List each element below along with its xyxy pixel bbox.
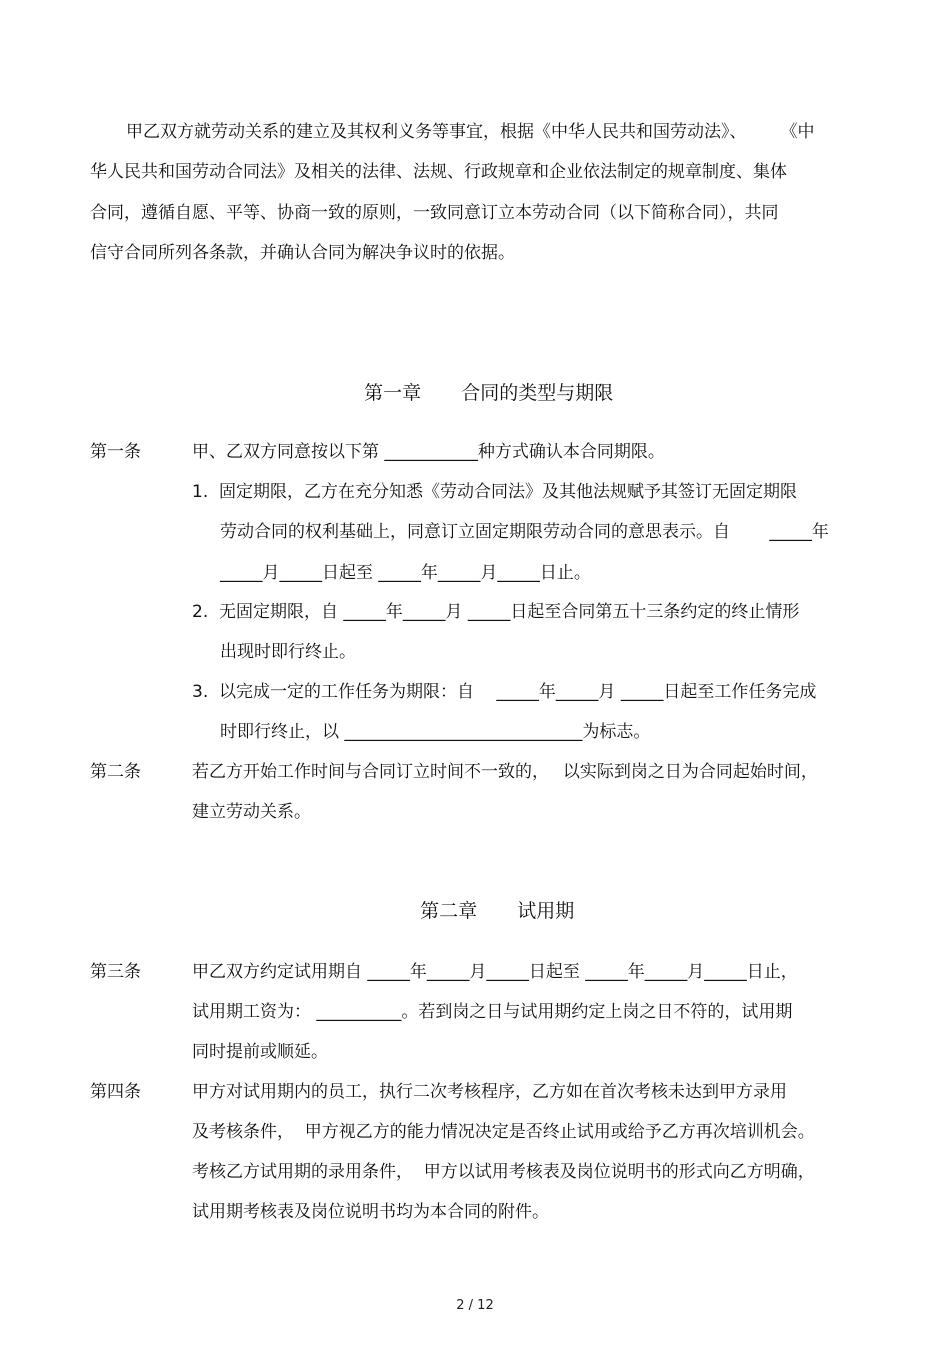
list-item: 2. 无固定期限，自 _____年_____月 _____日起至合同第五十三条约定的终止情形 bbox=[192, 602, 800, 622]
list-item-line: _____月_____日起至 _____年_____月_____日止。 bbox=[220, 563, 591, 583]
article-line: 若乙方开始工作时间与合同订立时间不一致的， 以实际到岗之日为合同起始时间， bbox=[192, 762, 818, 782]
intro-line: 信守合同所列各条款，并确认合同为解决争议时的依据。 bbox=[90, 243, 515, 263]
chapter-title: 试用期 bbox=[517, 900, 575, 922]
article-line: 考核乙方试用期的录用条件， 甲方以试用考核表及岗位说明书的形式向乙方明确， bbox=[192, 1162, 815, 1182]
chapter-heading bbox=[396, 878, 574, 944]
chapter-heading bbox=[340, 360, 613, 426]
article-line: 及考核条件， 甲方视乙方的能力情况决定是否终止试用或给予乙方再次培训机会。 bbox=[192, 1122, 815, 1142]
intro-line: 华人民共和国劳动合同法》及相关的法律、法规、行政规章和企业依法制定的规章制度、集体 bbox=[90, 162, 787, 182]
intro-line: 甲乙双方就劳动关系的建立及其权利义务等事宜，根据《中华人民共和国劳动法》、 《中 bbox=[126, 122, 815, 142]
article-line: 试用期考核表及岗位说明书均为本合同的附件。 bbox=[192, 1202, 549, 1222]
article-label: 第一条 bbox=[90, 442, 141, 462]
article-line: 甲乙双方约定试用期自 _____年_____月_____日起至 _____年_____月_____日止， bbox=[192, 962, 798, 982]
list-item-line: 劳动合同的权利基础上，同意订立固定期限劳动合同的意思表示。自 _____年 bbox=[220, 522, 829, 542]
list-item: 3. 以完成一定的工作任务为期限：自 _____年_____月 _____日起至工作任务完成 bbox=[192, 682, 817, 702]
article-label: 第四条 bbox=[90, 1082, 141, 1102]
list-item-line: 时即行终止，以 ____________________________为标志。 bbox=[220, 722, 651, 742]
chapter-number: 第二章 bbox=[420, 900, 478, 922]
intro-line: 合同，遵循自愿、平等、协商一致的原则，一致同意订立本劳动合同（以下简称合同），共同 bbox=[90, 203, 779, 223]
chapter-title: 合同的类型与期限 bbox=[461, 382, 614, 404]
page-number: 2 / 12 bbox=[456, 1298, 494, 1313]
article-label: 第二条 bbox=[90, 762, 141, 782]
list-item-line: 出现时即行终止。 bbox=[220, 642, 356, 662]
article-line: 同时提前或顺延。 bbox=[192, 1042, 328, 1062]
article-label: 第三条 bbox=[90, 962, 141, 982]
article-line: 甲方对试用期内的员工，执行二次考核程序，乙方如在首次考核未达到甲方录用 bbox=[192, 1082, 787, 1102]
list-item: 1. 固定期限，乙方在充分知悉《劳动合同法》及其他法规赋予其签订无固定期限 bbox=[192, 482, 798, 502]
article-line: 试用期工资为： __________。若到岗之日与试用期约定上岗之日不符的，试用期 bbox=[192, 1002, 793, 1022]
chapter-number: 第一章 bbox=[364, 382, 422, 404]
article-text: 甲、乙双方同意按以下第 ___________种方式确认本合同期限。 bbox=[192, 442, 665, 462]
article-line: 建立劳动关系。 bbox=[192, 802, 311, 822]
